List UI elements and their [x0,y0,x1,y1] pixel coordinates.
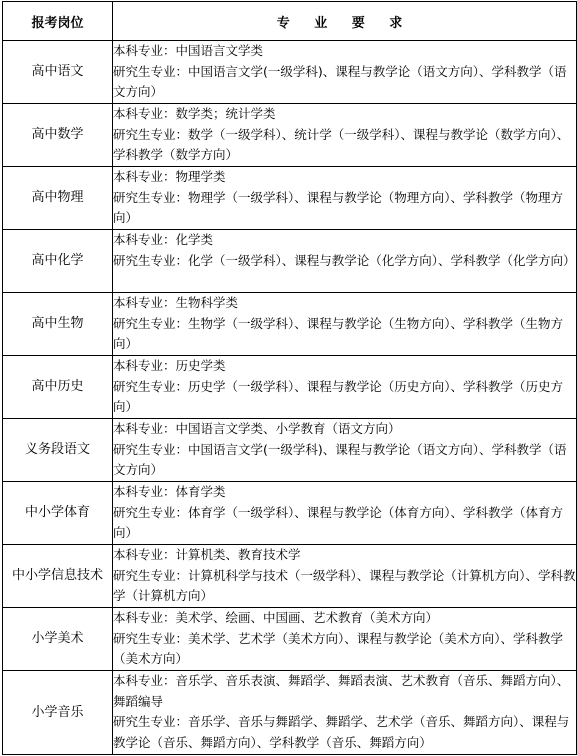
grad-requirement: 研究生专业：生物学（一级学科）、课程与教学论（生物方向）、学科教学（生物方向） [113,315,564,351]
undergrad-requirement: 本科专业：计算机类、教育技术学 [113,547,301,562]
major-requirements [113,293,577,356]
undergrad-requirement: 本科专业：数学类；统计学类 [113,106,276,121]
grad-requirement: 研究生专业：数学（一级学科）、统计学（一级学科）、课程与教学论（数学方向）、学科教学（数学方向） [113,126,570,162]
post-name: 高中物理 [3,167,113,230]
major-requirements [113,608,577,671]
table-row [3,545,577,608]
header-post: 报考岗位 [3,2,113,41]
post-name: 小学音乐 [3,671,113,755]
major-requirements [113,419,577,482]
grad-requirement: 研究生专业：中国语言文学(一级学科)、课程与教学论（语文方向）、学科教学（语文方向） [113,441,567,477]
undergrad-requirement: 本科专业：体育学类 [113,484,226,499]
post-name: 高中语文 [3,41,113,104]
grad-requirement: 研究生专业：计算机科学与技术（一级学科）、课程与教学论（计算机方向）、学科教学（计算机方向） [113,567,576,603]
grad-requirement: 研究生专业：音乐学、音乐与舞蹈学、舞蹈学、艺术学（音乐、舞蹈方向）、课程与教学论（音乐、舞蹈方向）、学科教学（音乐、舞蹈方向） [113,714,570,750]
grad-requirement: 研究生专业：历史学（一级学科）、课程与教学论（历史方向）、学科教学（历史方向） [113,378,564,414]
table-row [3,482,577,545]
post-name: 高中化学 [3,230,113,293]
table-row [3,293,577,356]
major-requirements [113,671,577,755]
major-requirements [113,167,577,230]
table-row [3,167,577,230]
undergrad-requirement: 本科专业：物理学类 [113,169,226,184]
grad-requirement: 研究生专业：化学（一级学科）、课程与教学论（化学方向）、学科教学（化学方向） [113,252,576,268]
table-row [3,671,577,755]
undergrad-requirement: 本科专业：生物科学类 [113,295,239,310]
major-requirements [113,104,577,167]
undergrad-requirement: 本科专业：中国语言文学类、小学教育（语文方向） [113,421,401,436]
post-name: 高中生物 [3,293,113,356]
table-row [3,608,577,671]
undergrad-requirement: 本科专业：历史学类 [113,358,226,373]
table-row [3,230,577,293]
major-requirements [113,482,577,545]
major-requirements [113,545,577,608]
header-row [3,2,577,41]
post-name: 中小学信息技术 [3,545,113,608]
table-row [3,419,577,482]
major-requirements [113,41,577,104]
undergrad-requirement: 本科专业：音乐学、音乐表演、舞蹈学、舞蹈表演、艺术教育（音乐、舞蹈方向）、舞蹈编导 [113,673,570,709]
table-row [3,104,577,167]
undergrad-requirement: 本科专业：美术学、绘画、中国画、艺术教育（美术方向） [113,610,439,625]
post-name: 小学美术 [3,608,113,671]
undergrad-requirement: 本科专业：化学类 [113,232,214,247]
grad-requirement: 研究生专业：体育学（一级学科）、课程与教学论（体育方向）、学科教学（体育方向） [113,504,564,540]
major-requirements [113,230,577,293]
header-requirements: 专 业 要 求 [113,2,577,41]
post-name: 义务段语文 [3,419,113,482]
grad-requirement: 研究生专业：物理学（一级学科）、课程与教学论（物理方向）、学科教学（物理方向） [113,189,564,225]
undergrad-requirement: 本科专业：中国语言文学类 [113,43,264,58]
post-name: 中小学体育 [3,482,113,545]
grad-requirement: 研究生专业：中国语言文学(一级学科)、课程与教学论（语文方向）、学科教学（语文方向） [113,63,567,99]
table-row [3,356,577,419]
grad-requirement: 研究生专业：美术学、艺术学（美术方向）、课程与教学论（美术方向）、学科教学（美术方向） [113,630,564,666]
post-name: 高中历史 [3,356,113,419]
major-requirements [113,356,577,419]
requirements-table [2,1,577,755]
table-row [3,41,577,104]
post-name: 高中数学 [3,104,113,167]
